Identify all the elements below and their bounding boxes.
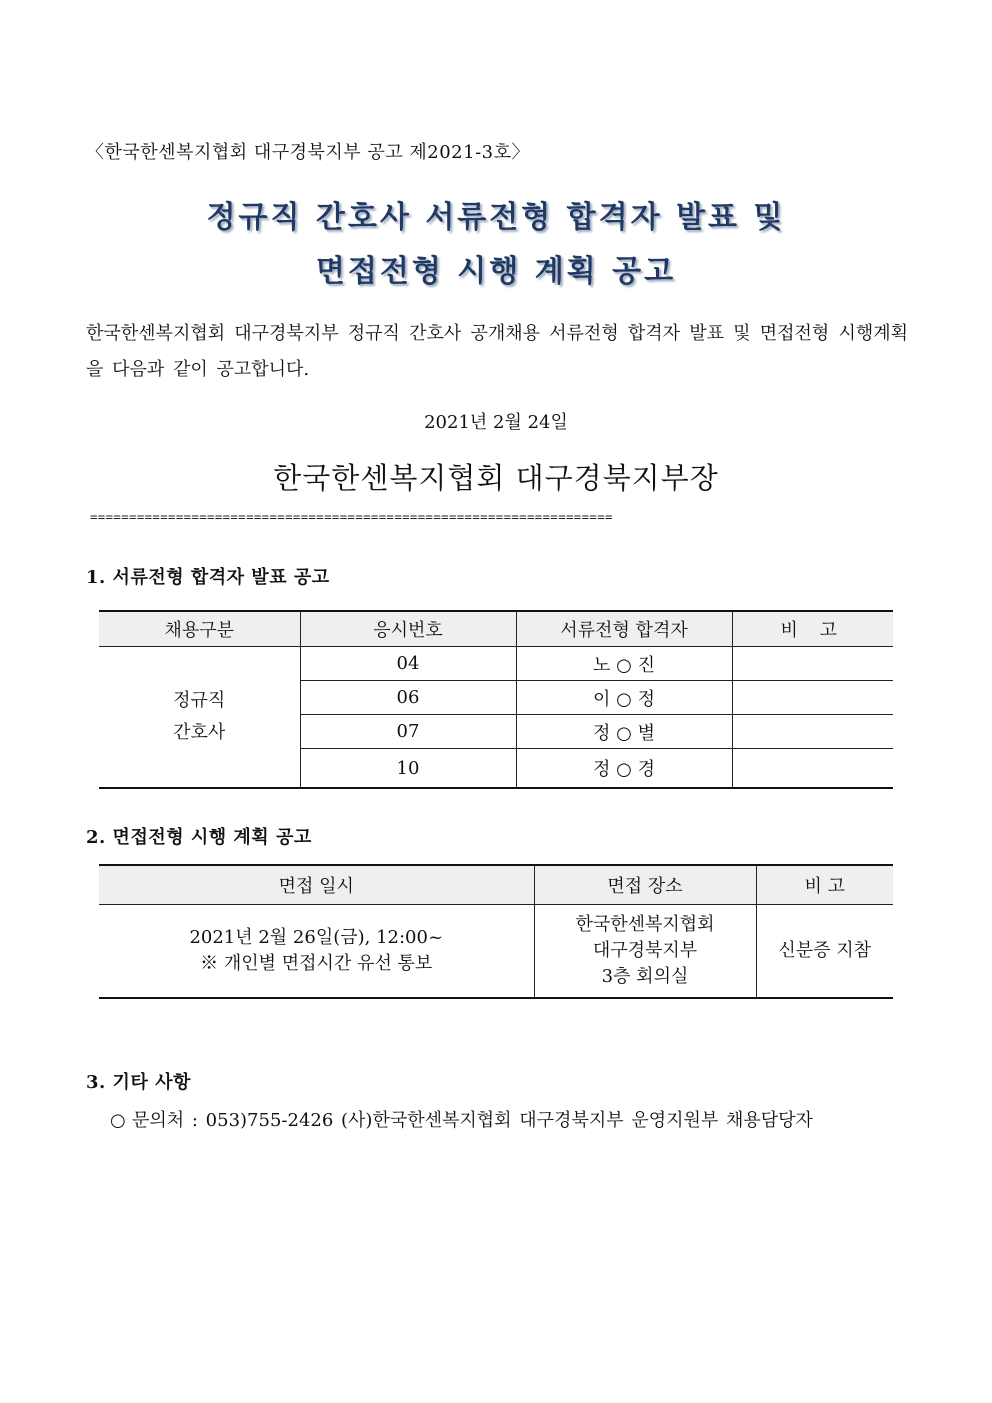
header-interview-place: 면접 장소 <box>534 865 756 905</box>
section2-heading: 2. 면접전형 시행 계획 공고 <box>86 827 312 848</box>
section1-heading: 1. 서류전형 합격자 발표 공고 <box>86 567 330 588</box>
table-row <box>99 647 893 681</box>
interview-time-notice: ※ 개인별 면접시간 유선 통보 <box>200 953 433 974</box>
interview-datetime-cell <box>99 905 534 999</box>
header-note: 비 고 <box>732 611 893 647</box>
table-row <box>99 905 893 999</box>
note-cell <box>732 749 893 789</box>
note-cell <box>732 715 893 749</box>
category-line-2: 간호사 <box>173 722 226 743</box>
intro-paragraph: 한국한센복지협회 대구경북지부 정규직 간호사 공개채용 서류전형 합격자 발표 및 면접전형 시행계획을 다음과 같이 공고합니다. <box>86 323 908 380</box>
note-cell <box>732 647 893 681</box>
applicant-number: 06 <box>300 681 516 715</box>
section3-heading: 3. 기타 사항 <box>86 1072 191 1093</box>
applicant-name: 노 ○ 진 <box>516 647 732 681</box>
applicant-name: 정 ○ 경 <box>516 749 732 789</box>
applicant-number: 10 <box>300 749 516 789</box>
title-line-1: 정규직 간호사 서류전형 합격자 발표 및 <box>206 200 786 235</box>
interview-plan-table <box>99 864 893 999</box>
table-header-row <box>99 865 893 905</box>
notice-number: 〈한국한센복지협회 대구경북지부 공고 제2021-3호〉 <box>86 142 530 163</box>
organization-signature: 한국한센복지협회 대구경북지부장 <box>273 461 719 495</box>
interview-datetime: 2021년 2월 26일(금), 12:00~ <box>189 927 444 948</box>
document-pass-table <box>99 610 893 789</box>
interview-place-cell <box>534 905 756 999</box>
category-line-1: 정규직 <box>173 690 226 711</box>
header-interview-datetime: 면접 일시 <box>99 865 534 905</box>
applicant-name: 정 ○ 별 <box>516 715 732 749</box>
place-line-3: 3층 회의실 <box>601 966 689 987</box>
applicant-name: 이 ○ 정 <box>516 681 732 715</box>
contact-info <box>110 1106 813 1132</box>
contact-text: 문의처 : 053)755-2426 (사)한국한센복지협회 대구경북지부 운영지원부 채용담당자 <box>132 1110 813 1131</box>
header-note: 비 고 <box>756 865 893 905</box>
applicant-number: 07 <box>300 715 516 749</box>
table-header-row <box>99 611 893 647</box>
place-line-1: 한국한센복지협회 <box>575 914 715 935</box>
header-category: 채용구분 <box>99 611 300 647</box>
note-cell <box>732 681 893 715</box>
bullet-circle-icon: ○ <box>110 1110 126 1131</box>
category-cell <box>99 647 300 789</box>
header-applicant-number: 응시번호 <box>300 611 516 647</box>
applicant-number: 04 <box>300 647 516 681</box>
header-passed-applicant: 서류전형 합격자 <box>516 611 732 647</box>
place-line-2: 대구경북지부 <box>592 940 698 961</box>
title-line-2: 면접전형 시행 계획 공고 <box>315 254 677 289</box>
notice-date: 2021년 2월 24일 <box>424 412 568 433</box>
interview-note-cell: 신분증 지참 <box>756 905 893 999</box>
separator-line: =================================================================== <box>90 510 613 524</box>
